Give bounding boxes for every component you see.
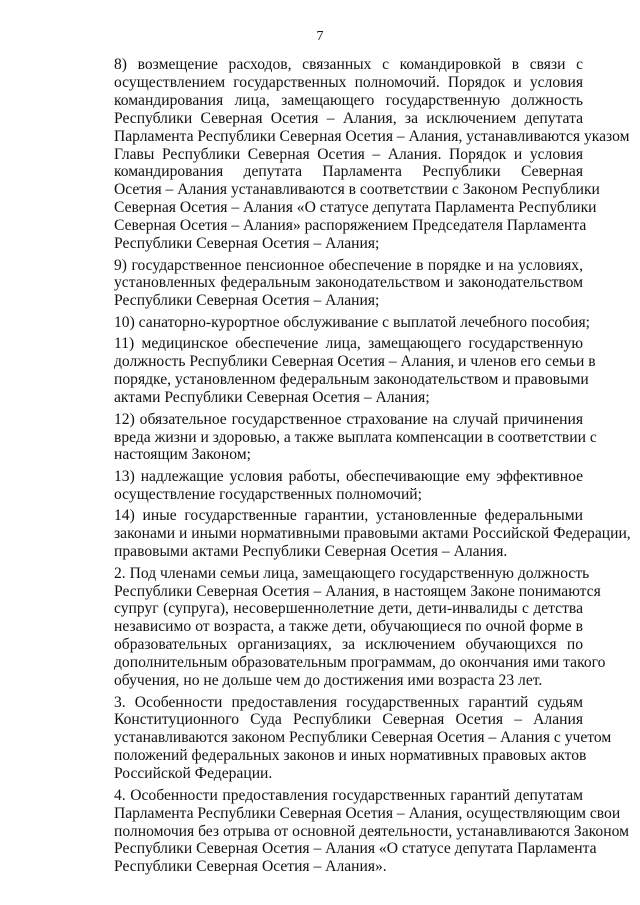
text-line: правовыми актами Республики Северная Осетия – Алания. — [114, 543, 508, 561]
text-line: 2. Под членами семьи лица, замещающего государственную должность — [114, 564, 590, 582]
paragraph — [76, 257, 583, 311]
text-line: Главы Республики Северная Осетия – Алания. Порядок и условия — [114, 145, 583, 163]
text-line: устанавливаются законом Республики Северная Осетия – Алания с учетом — [114, 729, 612, 747]
text-line: 3. Особенности предоставления государственных гарантий судьям — [114, 693, 583, 711]
text-line: Осетия – Алания устанавливаются в соответствии с Законом Республики — [114, 181, 600, 199]
text-line: Северная Осетия – Алания «О статусе депутата Парламента Республики — [114, 199, 597, 217]
text-line: Российской Федерации. — [114, 765, 273, 783]
paragraph — [76, 468, 583, 504]
text-line: 4. Особенности предоставления государственных гарантий депутатам — [114, 786, 583, 804]
paragraph — [76, 693, 612, 784]
text-line: Конституционного Суда Республики Северная Осетия – Алания — [114, 711, 583, 729]
text-line: командирования лица, замещающего государственную должность — [114, 91, 583, 109]
text-line: настоящим Законом; — [114, 446, 251, 464]
text-line: Республики Северная Осетия – Алания, за исключением депутата — [114, 109, 583, 127]
text-line: 12) обязательное государственное страхование на случай причинения — [114, 410, 583, 428]
text-line: 9) государственное пенсионное обеспечение в порядке и на условиях, — [114, 256, 583, 274]
text-line: полномочия без отрыва от основной деятельности, устанавливаются Законом — [114, 822, 629, 840]
text-line: осуществление государственных полномочий; — [114, 485, 422, 503]
text-line: командирования депутата Парламента Республики Северная — [114, 163, 583, 181]
paragraph — [76, 56, 630, 253]
text-line: дополнительным образовательным программам, до окончания ими такого — [114, 654, 606, 672]
text-line: положений федеральных законов и иных нормативных правовых актов — [114, 747, 587, 765]
text-line: Северная Осетия – Алания» распоряжением Председателя Парламента — [114, 217, 587, 235]
text-line: 13) надлежащие условия работы, обеспечивающие ему эффективное — [114, 467, 583, 485]
text-line: независимо от возраста, а также дети, обучающиеся по очной форме в — [114, 618, 583, 636]
text-line: должность Республики Северная Осетия – Алания, и членов его семьи в — [114, 353, 596, 371]
text-line: установленных федеральным законодательством и законодательством — [114, 274, 583, 292]
text-line: Республики Северная Осетия – Алания». — [114, 858, 387, 876]
paragraph — [76, 313, 590, 332]
paragraph — [76, 410, 597, 465]
text-line: обучения, но не дольше чем до достижения ими возраста 23 лет. — [114, 672, 543, 690]
text-line: порядке, установленном федеральным законодательством и правовыми — [114, 371, 589, 389]
paragraph — [76, 564, 606, 690]
text-line: 10) санаторно-курортное обслуживание с выплатой лечебного пособия; — [114, 313, 590, 331]
document-body — [76, 56, 631, 880]
text-line: 8) возмещение расходов, связанных с командировкой в связи с — [114, 56, 583, 73]
text-line: актами Республики Северная Осетия – Алания; — [114, 389, 430, 407]
paragraph — [76, 335, 596, 407]
page-number: 7 — [316, 29, 324, 44]
text-line: 14) иные государственные гарантии, установленные федеральными — [114, 507, 583, 525]
text-line: Парламента Республики Северная Осетия – Алания, устанавливаются указом — [114, 127, 630, 145]
text-line: Республики Северная Осетия – Алания, в настоящем Законе понимаются — [114, 582, 601, 600]
paragraph — [76, 786, 629, 877]
text-line: супруг (супруга), несовершеннолетние дети, дети-инвалиды с детства — [114, 600, 583, 618]
text-line: Парламента Республики Северная Осетия – Алания, осуществляющим свои — [114, 804, 621, 822]
text-line: законами и иными нормативными правовыми актами Российской Федерации, — [114, 525, 631, 543]
text-line: Республики Северная Осетия – Алания; — [114, 292, 380, 310]
text-line: осуществлением государственных полномочий. Порядок и условия — [114, 73, 583, 91]
text-line: вреда жизни и здоровью, а также выплата компенсации в соответствии с — [114, 428, 597, 446]
text-line: Республики Северная Осетия – Алания; — [114, 235, 380, 253]
text-line: образовательных организациях, за исключением обучающихся по — [114, 636, 583, 654]
text-line: Республики Северная Осетия – Алания «О статусе депутата Парламента — [114, 840, 597, 858]
text-line: 11) медицинское обеспечение лица, замещающего государственную — [114, 335, 583, 353]
paragraph — [76, 507, 631, 561]
